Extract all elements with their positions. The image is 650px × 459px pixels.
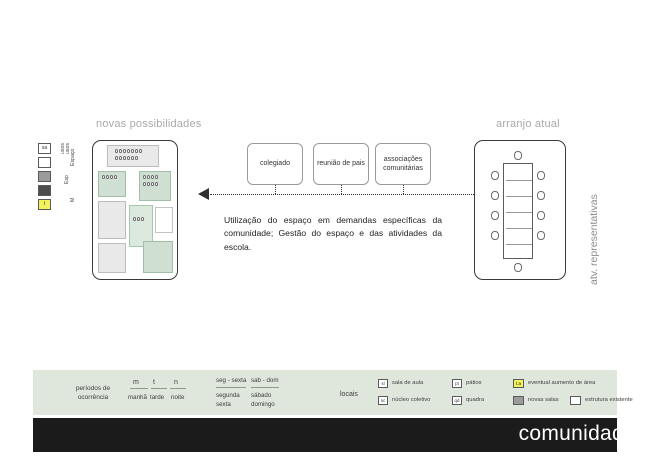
seat bbox=[491, 171, 499, 180]
seat bbox=[537, 231, 545, 240]
chip-quadra: qd bbox=[452, 396, 462, 405]
footer-title: comunidade bbox=[518, 422, 636, 445]
chair bbox=[147, 175, 150, 179]
plan-chairs-right bbox=[143, 175, 158, 179]
left-key-labels bbox=[60, 140, 76, 204]
chair bbox=[155, 175, 158, 179]
key-label-0: usos bbox=[60, 143, 66, 154]
table-line bbox=[506, 244, 532, 245]
chair bbox=[143, 182, 146, 186]
node-colegiado[interactable]: colegiado bbox=[247, 143, 303, 185]
connector-horizontal-main bbox=[210, 194, 474, 195]
chair bbox=[110, 175, 113, 179]
plan-room-bottom-right bbox=[143, 241, 173, 273]
chair bbox=[102, 175, 105, 179]
vertical-title-atv-representativas: atv. representativas bbox=[588, 194, 600, 285]
day-body-seg-sexta: segunda sexta bbox=[216, 392, 240, 408]
seat bbox=[491, 231, 499, 240]
seat bbox=[491, 191, 499, 200]
connector-drop-colegiado bbox=[275, 185, 276, 194]
legend-locais-label: locais bbox=[340, 391, 358, 398]
key-swatch-0: sa bbox=[38, 143, 51, 154]
key-swatch-2 bbox=[38, 171, 51, 182]
floor-plan-arranjo-atual bbox=[474, 140, 566, 280]
table-line bbox=[506, 228, 532, 229]
chair bbox=[127, 156, 130, 160]
legend-label-quadra: quadra bbox=[466, 397, 485, 403]
day-rule-2 bbox=[251, 387, 279, 388]
key-label-2: Espaço bbox=[70, 148, 76, 166]
chair bbox=[115, 156, 118, 160]
chair bbox=[131, 149, 134, 153]
legend-label-eventual-aumento: eventual aumento de área bbox=[528, 380, 596, 386]
chair bbox=[114, 175, 117, 179]
plan-chairs-top bbox=[115, 149, 142, 153]
plan-chairs-center bbox=[133, 217, 144, 221]
legend-label-novas-salas: novas salas bbox=[528, 397, 559, 403]
plan-chairs-right-2 bbox=[143, 182, 158, 186]
period-word-tarde: tarde bbox=[150, 394, 165, 401]
chair bbox=[119, 156, 122, 160]
plan-room-bottom-left bbox=[98, 243, 126, 273]
swatch-estrutura-existente bbox=[570, 396, 581, 405]
key-swatch-3 bbox=[38, 185, 51, 196]
chair bbox=[127, 149, 130, 153]
connector-drop-assoc bbox=[403, 185, 404, 194]
key-swatch-4: t bbox=[38, 199, 51, 210]
table-line bbox=[506, 196, 532, 197]
page-title-arranjo-atual: arranjo atual bbox=[496, 118, 560, 130]
key-swatch-1 bbox=[38, 157, 51, 168]
chair bbox=[119, 149, 122, 153]
period-letter-tarde: t bbox=[153, 379, 155, 386]
plan-chairs-left bbox=[102, 175, 117, 179]
seat bbox=[514, 151, 522, 160]
chair bbox=[147, 182, 150, 186]
floor-plan-novas-possibilidades bbox=[92, 140, 178, 280]
description-text: Utilização do espaço em demandas específicas da comunidade; Gestão do espaço e das atividades da escola. bbox=[224, 215, 442, 252]
legend-label-patios: pátios bbox=[466, 380, 482, 386]
chip-sala-de-aula: sl bbox=[378, 379, 388, 388]
swatch-novas-salas bbox=[513, 396, 524, 405]
chair bbox=[123, 156, 126, 160]
day-head-sab-dom: sab - dom bbox=[251, 377, 279, 384]
seat bbox=[537, 191, 545, 200]
plan-chairs-top-2 bbox=[115, 156, 138, 160]
key-label-1: usos bbox=[65, 143, 71, 154]
period-rule-manha bbox=[130, 388, 148, 389]
table-line bbox=[506, 180, 532, 181]
chair bbox=[135, 149, 138, 153]
chair bbox=[139, 149, 142, 153]
period-rule-noite bbox=[170, 388, 186, 389]
seat bbox=[514, 263, 522, 272]
chair bbox=[141, 217, 144, 221]
period-letter-manha: m bbox=[133, 379, 139, 386]
seat bbox=[537, 211, 545, 220]
table-line bbox=[506, 212, 532, 213]
chair bbox=[137, 217, 140, 221]
day-rule-1 bbox=[216, 387, 246, 388]
seat bbox=[491, 211, 499, 220]
legend-label-sala-de-aula: sala de aula bbox=[392, 380, 424, 386]
legend-periodos-label: períodos de ocorrência bbox=[75, 385, 111, 402]
period-word-manha: manhã bbox=[128, 394, 147, 401]
chair bbox=[133, 217, 136, 221]
key-label-4: M bbox=[70, 197, 76, 202]
chair bbox=[131, 156, 134, 160]
seat bbox=[537, 171, 545, 180]
node-reuniao-de-pais[interactable]: reunião de pais bbox=[313, 143, 369, 185]
node-associacoes-comunitarias[interactable]: associações comunitárias bbox=[375, 143, 431, 185]
plan-room-right-lower bbox=[155, 207, 173, 233]
chair bbox=[135, 156, 138, 160]
chair bbox=[155, 182, 158, 186]
page-title-novas-possibilidades: novas possibilidades bbox=[96, 118, 202, 130]
chair bbox=[123, 149, 126, 153]
legend-label-nucleo-coletivo: núcleo coletivo bbox=[392, 397, 431, 403]
connector-drop-reuniao bbox=[341, 185, 342, 194]
plan-room-left-lower bbox=[98, 201, 126, 239]
day-body-sab-dom: sábado domingo bbox=[251, 392, 275, 408]
chair bbox=[106, 175, 109, 179]
day-head-seg-sexta: seg - sexta bbox=[216, 377, 247, 384]
conference-table bbox=[503, 163, 533, 259]
chair bbox=[143, 175, 146, 179]
legend-label-estrutura-existente: estrutura existente bbox=[585, 397, 633, 403]
chair bbox=[151, 182, 154, 186]
period-word-noite: noite bbox=[171, 394, 185, 401]
swatch-eventual-aumento: t.a bbox=[513, 379, 524, 388]
left-key-column bbox=[38, 143, 60, 213]
period-rule-tarde bbox=[151, 388, 167, 389]
chair bbox=[151, 175, 154, 179]
chip-patios: pt bbox=[452, 379, 462, 388]
chip-nucleo-coletivo: nc bbox=[378, 396, 388, 405]
key-label-3: Esp bbox=[64, 175, 70, 184]
chair bbox=[115, 149, 118, 153]
period-letter-noite: n bbox=[174, 379, 178, 386]
arrow-head-left bbox=[198, 188, 209, 200]
